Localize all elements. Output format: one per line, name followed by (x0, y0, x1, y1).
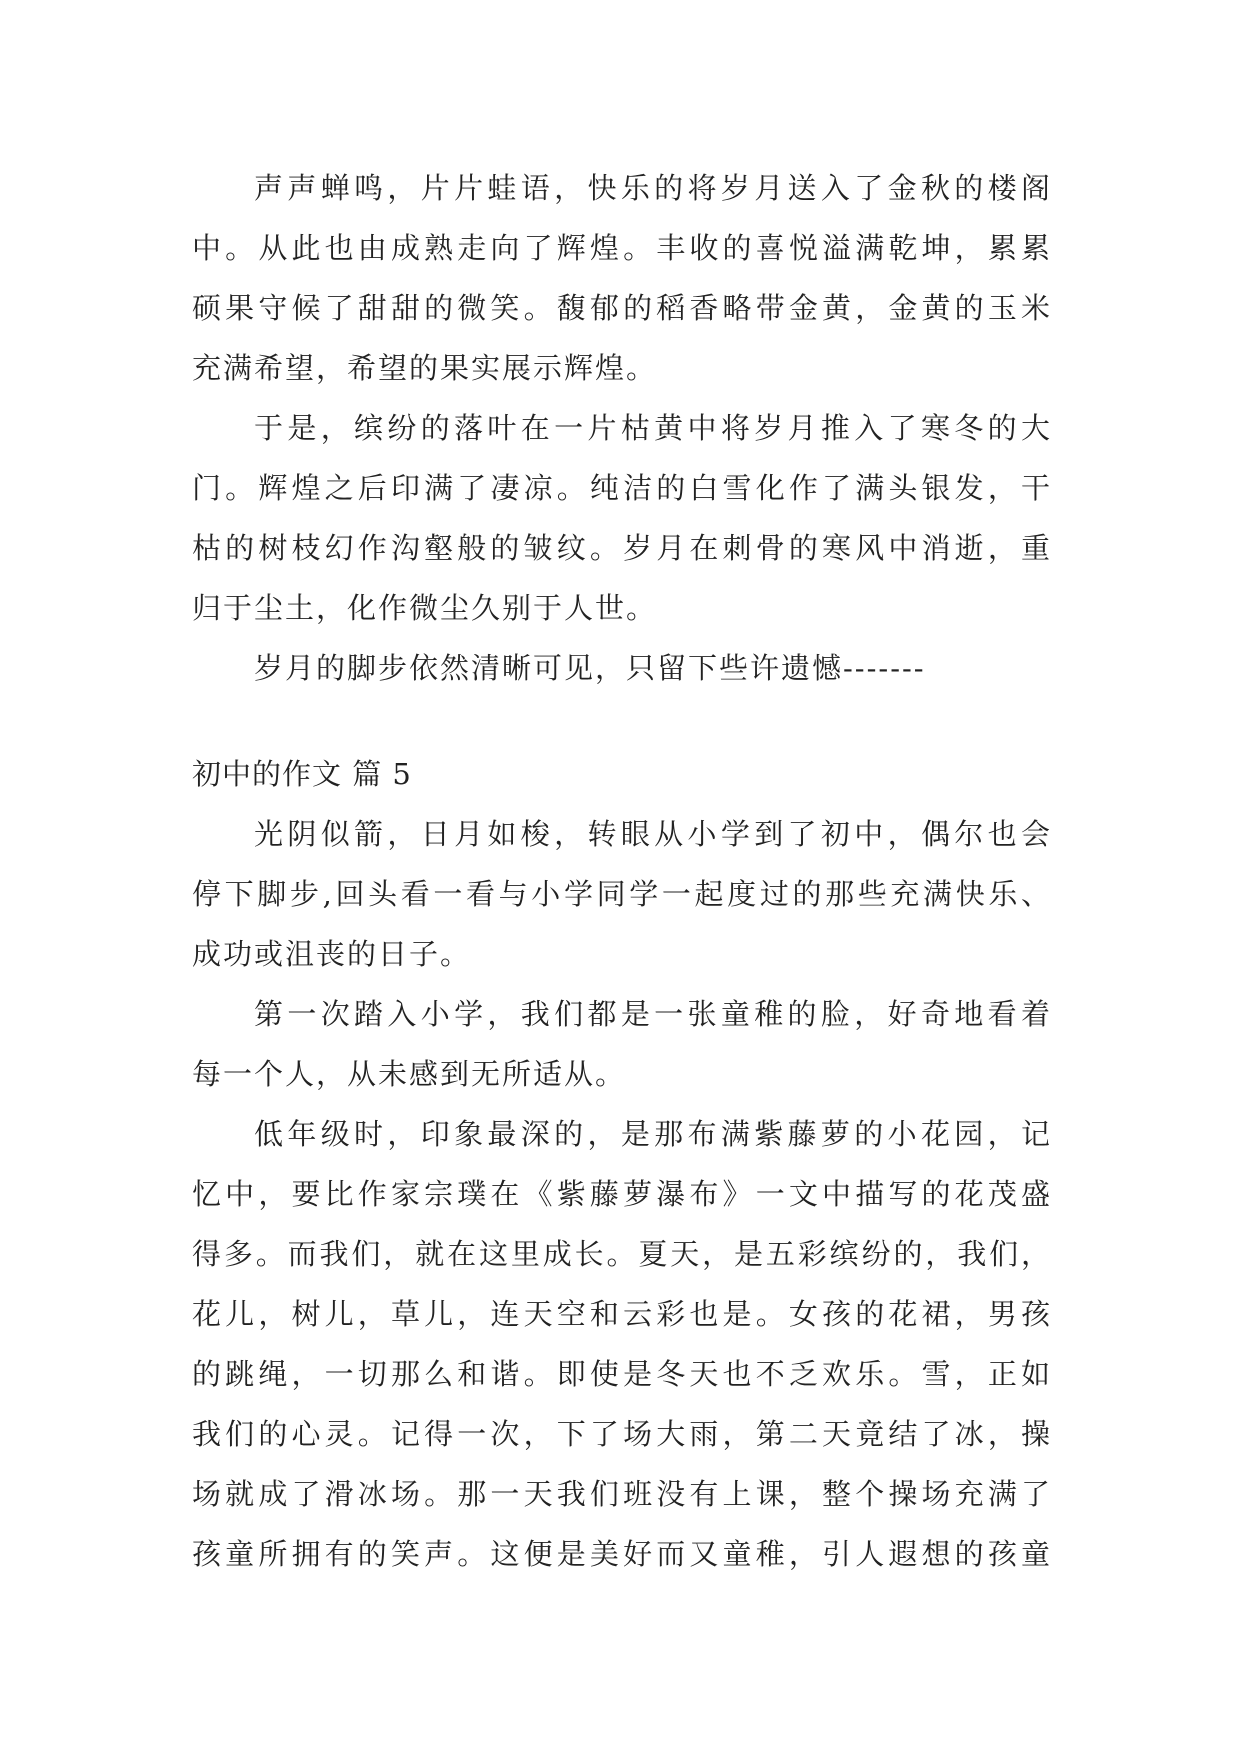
paragraph-2-line-1: 于是，缤纷的落叶在一片枯黄中将岁月推入了寒冬的大 (254, 411, 1052, 445)
paragraph-6-line-2: 忆中，要比作家宗璞在《紫藤萝瀑布》一文中描写的花茂盛 (192, 1177, 1052, 1211)
paragraph-4-line-1: 光阴似箭，日月如梭，转眼从小学到了初中，偶尔也会 (254, 817, 1052, 851)
paragraph-1-line-4: 充满希望，希望的果实展示辉煌。 (192, 351, 658, 385)
paragraph-2-line-4: 归于尘土，化作微尘久别于人世。 (192, 591, 658, 625)
paragraph-6-line-5: 的跳绳，一切那么和谐。即使是冬天也不乏欢乐。雪，正如 (192, 1357, 1052, 1391)
paragraph-6-line-8: 孩童所拥有的笑声。这便是美好而又童稚，引人遐想的孩童 (192, 1537, 1052, 1571)
paragraph-6-line-6: 我们的心灵。记得一次，下了场大雨，第二天竟结了冰，操 (192, 1417, 1052, 1451)
paragraph-6-line-1: 低年级时，印象最深的，是那布满紫藤萝的小花园，记 (254, 1117, 1052, 1151)
paragraph-5-line-2: 每一个人，从未感到无所适从。 (192, 1057, 627, 1091)
section-heading: 初中的作文 篇 5 (192, 757, 412, 791)
paragraph-1-line-3: 硕果守候了甜甜的微笑。馥郁的稻香略带金黄，金黄的玉米 (192, 291, 1052, 325)
paragraph-4-line-2: 停下脚步,回头看一看与小学同学一起度过的那些充满快乐、 (192, 877, 1052, 911)
paragraph-2-line-3: 枯的树枝幻作沟壑般的皱纹。岁月在刺骨的寒风中消逝，重 (192, 531, 1052, 565)
paragraph-5-line-1: 第一次踏入小学，我们都是一张童稚的脸，好奇地看着 (254, 997, 1052, 1031)
paragraph-2-line-2: 门。辉煌之后印满了凄凉。纯洁的白雪化作了满头银发，干 (192, 471, 1052, 505)
paragraph-6-line-7: 场就成了滑冰场。那一天我们班没有上课，整个操场充满了 (192, 1477, 1052, 1511)
paragraph-4-line-3: 成功或沮丧的日子。 (192, 937, 472, 971)
paragraph-1-line-2: 中。从此也由成熟走向了辉煌。丰收的喜悦溢满乾坤，累累 (192, 231, 1052, 265)
paragraph-1-line-1: 声声蝉鸣，片片蛙语，快乐的将岁月送入了金秋的楼阁 (254, 171, 1052, 205)
paragraph-6-line-3: 得多。而我们，就在这里成长。夏天，是五彩缤纷的，我们， (192, 1237, 1052, 1271)
paragraph-6-line-4: 花儿，树儿，草儿，连天空和云彩也是。女孩的花裙，男孩 (192, 1297, 1052, 1331)
paragraph-3-line-1: 岁月的脚步依然清晰可见，只留下些许遗憾------- (254, 651, 926, 685)
